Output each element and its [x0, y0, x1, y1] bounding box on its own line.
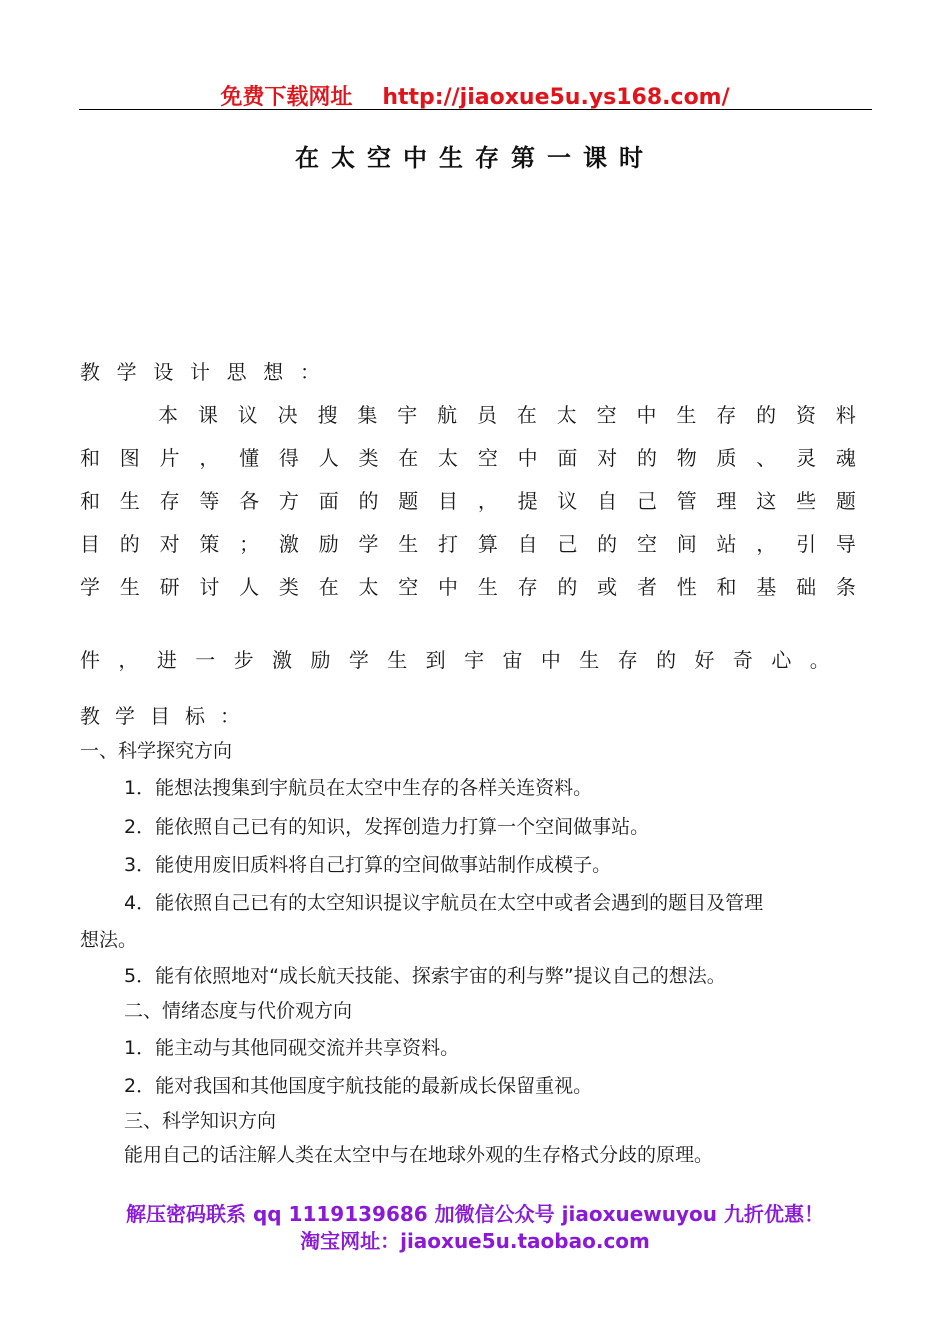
design-line: 和 生 存 等 各 方 面 的 题 目 ， 提 议 自 己 管 理 这 些 题	[80, 489, 856, 513]
section-heading: 一、科学探究方向	[80, 740, 233, 762]
header-divider	[79, 109, 872, 110]
goal-item: 4．能依照自己已有的太空知识提议宇航员在太空中或者会遇到的题目及管理	[124, 892, 764, 914]
goal-item-continued: 想法。	[80, 929, 138, 951]
goal-item: 3．能使用废旧质料将自己打算的空间做事站制作成模子。	[124, 854, 612, 876]
goal-item: 1．能想法搜集到宇航员在太空中生存的各样关连资料。	[124, 777, 593, 799]
goals-heading: 教 学 目 标 ：	[80, 704, 240, 728]
goal-item: 2．能对我国和其他国度宇航技能的最新成长保留重视。	[124, 1075, 593, 1097]
knowledge-text: 能用自己的话注解人类在太空中与在地球外观的生存格式分歧的原理。	[124, 1144, 714, 1166]
goal-item: 1．能主动与其他同砚交流并共享资料。	[124, 1037, 460, 1059]
goal-item: 5．能有依照地对“成长航天技能、探索宇宙的利与弊”提议自己的想法。	[124, 965, 726, 987]
header-url[interactable]: http://jiaoxue5u.ys168.com/	[382, 85, 730, 110]
goal-item: 2．能依照自己已有的知识，发挥创造力打算一个空间做事站。	[124, 816, 650, 838]
design-line: 和 图 片 ， 懂 得 人 类 在 太 空 中 面 对 的 物 质 、 灵 魂	[80, 446, 856, 470]
footer-shop-link[interactable]: 淘宝网址：jiaoxue5u.taobao.com	[300, 1229, 650, 1253]
section-heading: 三、科学知识方向	[124, 1110, 277, 1132]
header-download-link[interactable]	[0, 80, 950, 111]
header-label: 免费下载网址	[220, 85, 353, 110]
design-heading: 教 学 设 计 思 想 ：	[80, 360, 320, 384]
document-title: 在太空中生存第一课时	[295, 144, 655, 172]
design-line: 件 ， 进 一 步 激 励 学 生 到 宇 宙 中 生 存 的 好 奇 心 。	[80, 648, 830, 672]
design-line: 目 的 对 策 ； 激 励 学 生 打 算 自 己 的 空 间 站 ， 引 导	[80, 532, 856, 556]
footer-contact: 解压密码联系 qq 1119139686 加微信公众号 jiaoxuewuyou 九折优惠！	[126, 1202, 824, 1226]
section-heading: 二、情绪态度与代价观方向	[124, 1000, 353, 1022]
design-line: 本 课 议 决 搜 集 宇 航 员 在 太 空 中 生 存 的 资 料	[158, 403, 856, 427]
design-line: 学 生 研 讨 人 类 在 太 空 中 生 存 的 或 者 性 和 基 础 条	[80, 575, 856, 599]
